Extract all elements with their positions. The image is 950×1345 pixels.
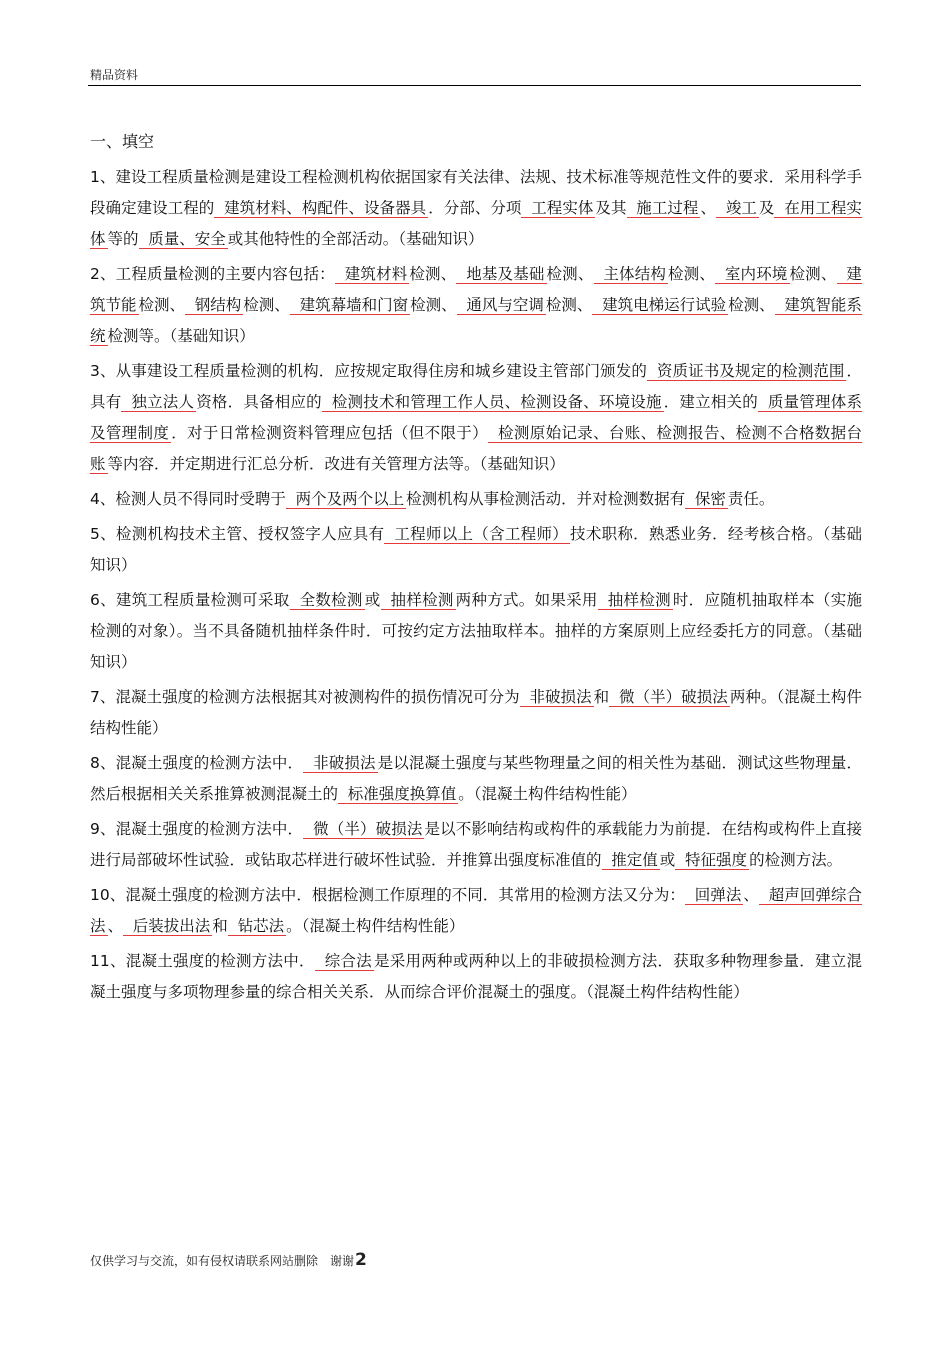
answer-blank: 工程实体 — [521, 199, 595, 218]
question-text: 检测、 — [789, 265, 837, 283]
question-text: 或 — [659, 851, 676, 869]
answer-blank: 微（半）破损法 — [609, 688, 730, 707]
question-text: 技术职称．熟悉业务．经考核合格。（基础知识） — [90, 525, 862, 574]
question-item — [90, 356, 862, 480]
question-text: ．具有 — [90, 362, 862, 411]
footer — [90, 1250, 367, 1270]
question-text: 及 — [758, 199, 775, 217]
question-text: ．对于日常检测资料管理应包括（但不限于） — [171, 424, 488, 442]
question-text: 时．应随机抽取样本（实施检测的对象）。当不具备随机抽样条件时．可按约定方法抽取样本。抽样的方案原则上应经委托方的同意。（基础知识） — [90, 591, 862, 671]
question-text: 检测、 — [546, 265, 594, 283]
answer-blank: 工程师以上（含工程师） — [384, 525, 570, 544]
answer-blank: 两个及两个以上 — [286, 490, 406, 509]
question-item — [90, 585, 862, 678]
answer-blank: 独立法人 — [121, 393, 196, 412]
question-item — [90, 682, 862, 744]
answer-blank: 建筑电梯运行试验 — [592, 296, 728, 315]
question-item — [90, 259, 862, 352]
question-text: 、 — [107, 917, 124, 935]
question-text: 9、混凝土强度的检测方法中． — [90, 820, 304, 838]
question-text: 6、建筑工程质量检测可采取 — [90, 591, 290, 609]
question-text: 检测、 — [728, 296, 775, 314]
question-text: 是以不影响结构或构件的承载能力为前提．在结构或构件上直接进行局部破坏性试验．或钻取芯样进行破坏性试验．并推算出强度标准值的 — [90, 820, 862, 869]
question-item — [90, 946, 862, 1008]
answer-blank: 建筑智能系统 — [90, 296, 862, 345]
question-text: 检测、 — [243, 296, 290, 314]
answer-blank: 资质证书及规定的检测范围 — [647, 362, 846, 381]
answer-blank: 微（半）破损法 — [303, 820, 424, 839]
answer-blank: 通风与空调 — [457, 296, 546, 315]
question-text: 4、检测人员不得同时受聘于 — [90, 490, 286, 508]
question-text: 的检测方法。 — [749, 851, 843, 869]
answer-blank: 建筑材料、构配件、设备器具 — [214, 199, 428, 218]
question-list — [90, 162, 862, 1008]
answer-blank: 抽样检测 — [598, 591, 673, 610]
question-text: 检测、 — [668, 265, 715, 283]
footer-text: 仅供学习与交流，如有侵权请联系网站删除 谢谢 — [90, 1254, 355, 1268]
question-text: 8、混凝土强度的检测方法中． — [90, 754, 304, 772]
answer-blank: 在用工程实体 — [90, 199, 862, 248]
question-text: ．建立相关的 — [663, 393, 758, 411]
question-text: 检测、 — [409, 265, 457, 283]
answer-blank: 全数检测 — [290, 591, 365, 610]
answer-blank: 钻芯法 — [228, 917, 286, 936]
question-item — [90, 162, 862, 255]
question-text: 资格．具备相应的 — [196, 393, 322, 411]
answer-blank: 非破损法 — [520, 688, 594, 707]
answer-blank: 施工过程 — [627, 199, 701, 218]
page-number: 2 — [355, 1250, 367, 1270]
question-text: 10、混凝土强度的检测方法中．根据检测工作原理的不同．其常用的检测方法又分为： — [90, 886, 685, 904]
question-text: 2、工程质量检测的主要内容包括： — [90, 265, 335, 283]
question-text: 1、建设工程质量检测是建设工程检测机构依据国家有关法律、法规、技术标准等规范性文件的要求．采用科学手段确定建设工程的 — [90, 168, 862, 217]
question-text: 两种方式。如果采用 — [455, 591, 598, 609]
question-text: 责任。 — [727, 490, 775, 508]
question-text: 是采用两种或两种以上的非破损检测方法．获取多种物理参量．建立混凝土强度与多项物理参量的综合相关关系．从而综合评价混凝土的强度。（混凝土构件结构性能） — [90, 952, 862, 1001]
question-text: 。（混凝土构件结构性能） — [458, 785, 637, 803]
answer-blank: 推定值 — [602, 851, 660, 870]
question-text: 等的 — [107, 230, 139, 248]
question-text: 检测等。（基础知识） — [107, 327, 255, 345]
question-text: 两种。（混凝土构件结构性能） — [90, 688, 862, 737]
question-text: 7、混凝土强度的检测方法根据其对被测构件的损伤情况可分为 — [90, 688, 520, 706]
answer-blank: 建筑幕墙和门窗 — [290, 296, 410, 315]
answer-blank: 后装拔出法 — [123, 917, 212, 936]
question-text: 等内容．并定期进行汇总分析．改进有关管理方法等。（基础知识） — [107, 455, 565, 473]
question-item — [90, 748, 862, 810]
header-label: 精品资料 — [90, 68, 139, 82]
answer-blank: 检测原始记录、台账、检测报告、检测不合格数据台账 — [90, 424, 862, 473]
question-item — [90, 519, 862, 581]
question-text: 5、检测机构技术主管、授权签字人应具有 — [90, 525, 385, 543]
answer-blank: 特征强度 — [675, 851, 749, 870]
question-text: 11、混凝土强度的检测方法中． — [90, 952, 315, 970]
answer-blank: 回弹法 — [685, 886, 743, 905]
answer-blank: 标准强度换算值 — [338, 785, 458, 804]
question-text: 检测、 — [545, 296, 593, 314]
question-text: 是以混凝土强度与某些物理量之间的相关性为基础．测试这些物理量．然后根据相关关系推算被测混凝土的 — [90, 754, 862, 803]
question-text: 和 — [593, 688, 610, 706]
answer-blank: 检测技术和管理工作人员、检测设备、环境设施 — [322, 393, 664, 412]
answer-blank: 抽样检测 — [381, 591, 456, 610]
section-title: 一、填空 — [90, 132, 155, 151]
main-content — [90, 130, 862, 1012]
answer-blank: 主体结构 — [594, 265, 669, 284]
answer-blank: 竣工 — [716, 199, 759, 218]
answer-blank: 室内环境 — [715, 265, 790, 284]
answer-blank: 建筑节能 — [90, 265, 862, 314]
answer-blank: 保密 — [685, 490, 728, 509]
answer-blank: 超声回弹综合法 — [90, 886, 862, 935]
question-text: 检测、 — [410, 296, 457, 314]
answer-blank: 地基及基础 — [456, 265, 546, 284]
question-text: 或 — [364, 591, 381, 609]
answer-blank: 建筑材料 — [335, 265, 410, 284]
question-text: 3、从事建设工程质量检测的机构．应按规定取得住房和城乡建设主管部门颁发的 — [90, 362, 648, 380]
answer-blank: 质量、安全 — [139, 230, 228, 249]
question-text: 及其 — [595, 199, 627, 217]
answer-blank: 钢结构 — [185, 296, 243, 315]
question-text: ．分部、分项 — [428, 199, 522, 217]
answer-blank: 质量管理体系及管理制度 — [90, 393, 862, 442]
question-text: 检测机构从事检测活动．并对检测数据有 — [406, 490, 686, 508]
question-item — [90, 880, 862, 942]
answer-blank: 综合法 — [315, 952, 374, 971]
question-item — [90, 814, 862, 876]
question-item — [90, 484, 862, 515]
question-text: 和 — [212, 917, 228, 935]
question-text: 或其他特性的全部活动。（基础知识） — [227, 230, 484, 248]
answer-blank: 非破损法 — [303, 754, 377, 773]
header-divider — [88, 85, 861, 86]
question-text: 。（混凝土构件结构性能） — [286, 917, 465, 935]
question-text: 、 — [743, 886, 759, 904]
question-text: 检测、 — [138, 296, 186, 314]
question-text: 、 — [700, 199, 717, 217]
